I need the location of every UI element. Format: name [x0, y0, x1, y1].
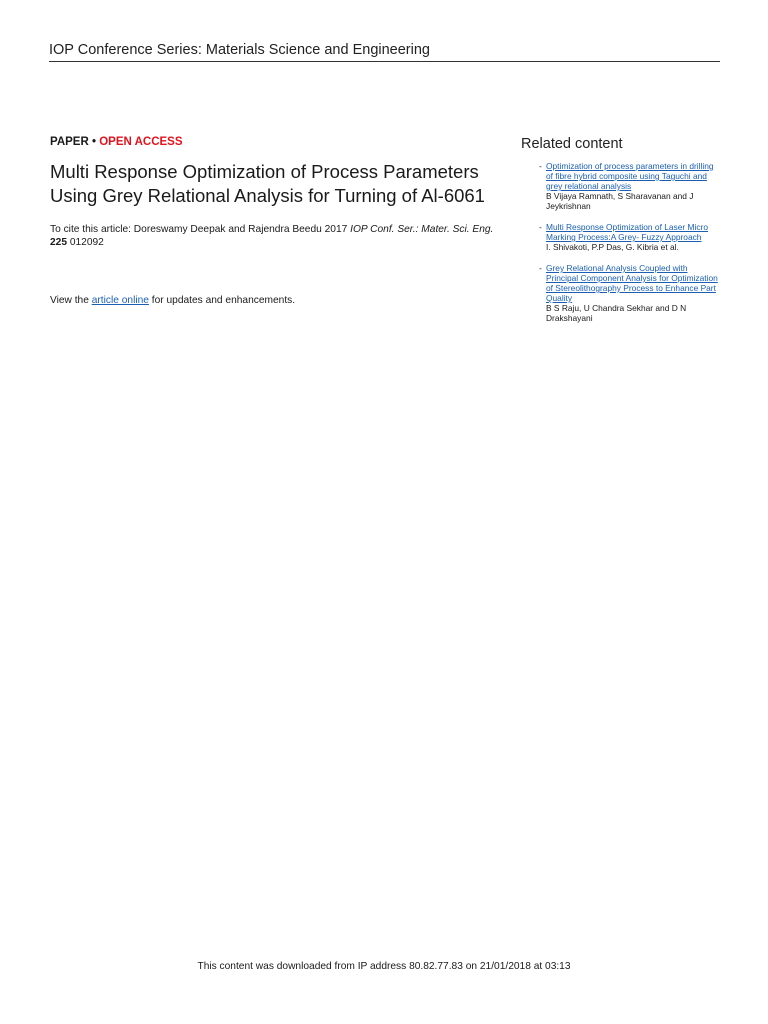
separator: • — [91, 136, 97, 148]
cite-prefix: To cite this article: Doreswamy Deepak and Rajendra Beedu 2017 — [50, 224, 348, 235]
article-title: Multi Response Optimization of Process Parameters Using Grey Relational Analysis for Turning of Al-6061 — [50, 161, 485, 206]
download-notice: This content was downloaded from IP address 80.82.77.83 on 21/01/2018 at 03:13 — [197, 961, 571, 972]
paper-type-label: PAPER — [50, 136, 89, 148]
related-item — [521, 161, 721, 211]
journal-title: IOP Conference Series: Materials Science and Engineering — [49, 42, 430, 58]
article-online-link[interactable]: article online — [91, 295, 149, 306]
view-online-line — [50, 295, 510, 306]
related-item-authors: I. Shivakoti, P.P Das, G. Kibria et al. — [546, 242, 679, 252]
paper-access-line — [50, 136, 510, 148]
related-item-authors: B S Raju, U Chandra Sekhar and D N Drakshayani — [546, 303, 687, 323]
view-prefix: View the — [50, 295, 89, 306]
cite-journal: IOP Conf. Ser.: Mater. Sci. Eng. — [350, 224, 494, 235]
cite-volume: 225 — [50, 237, 67, 248]
list-dash: - — [539, 222, 542, 232]
cite-number: 012092 — [69, 237, 104, 248]
list-dash: - — [539, 161, 542, 171]
related-item — [521, 222, 721, 252]
article-info — [50, 136, 510, 306]
citation — [50, 223, 510, 249]
list-dash: - — [539, 263, 542, 273]
view-suffix: for updates and enhancements. — [151, 295, 296, 306]
related-item-authors: B Vijaya Ramnath, S Sharavanan and J Jeykrishnan — [546, 191, 694, 211]
related-item-link[interactable]: Multi Response Optimization of Laser Micro Marking Process:A Grey- Fuzzy Approach — [546, 222, 708, 242]
related-item-link[interactable]: Optimization of process parameters in drilling of fibre hybrid composite using Taguchi and grey relational analysis — [546, 161, 714, 191]
journal-header — [49, 42, 720, 62]
related-heading: Related content — [521, 136, 623, 152]
related-content — [521, 136, 721, 334]
open-access-label: OPEN ACCESS — [99, 136, 183, 148]
related-item-link[interactable]: Grey Relational Analysis Coupled with Principal Component Analysis for Optimization of Stereolithography Process to Enhance Part Quality — [546, 263, 718, 303]
related-item — [521, 263, 721, 323]
